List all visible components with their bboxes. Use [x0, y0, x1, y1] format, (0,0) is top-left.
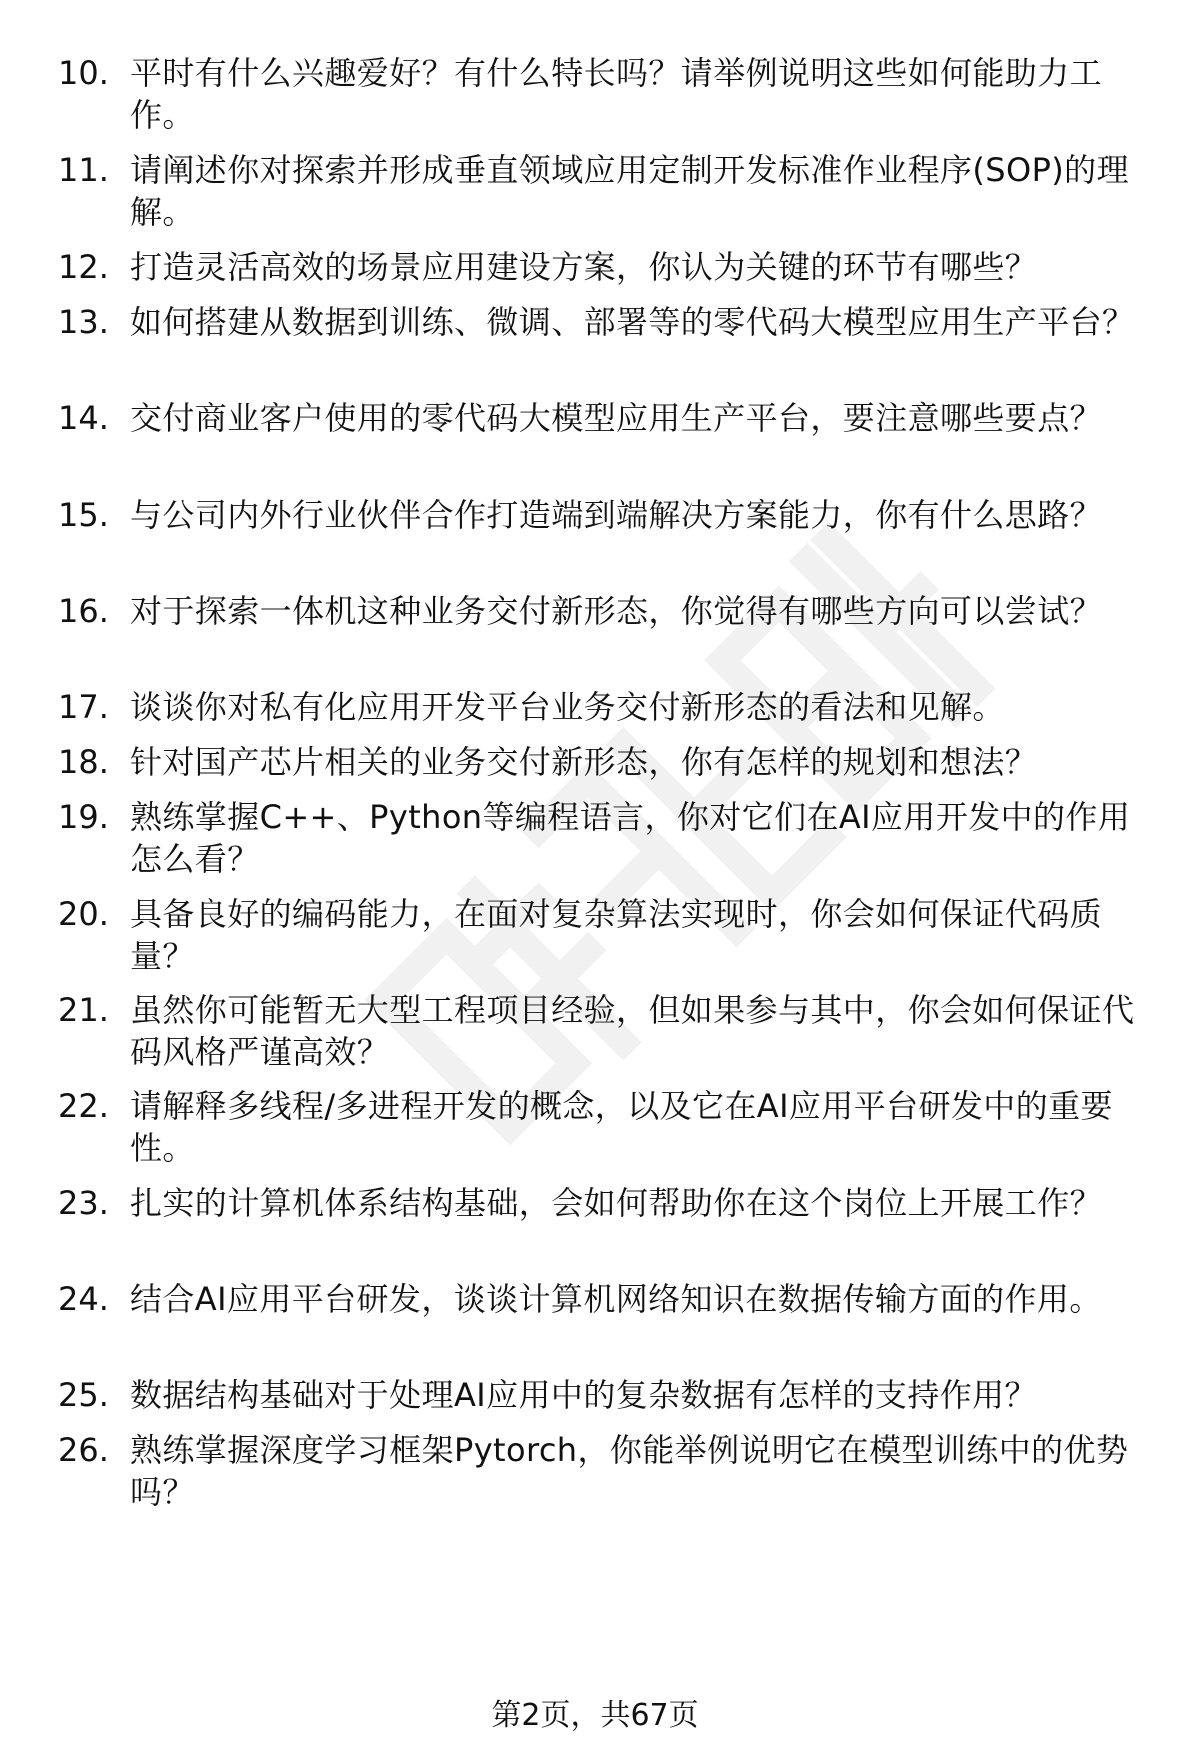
question-number: 21. [58, 991, 109, 1029]
question-number: 25. [58, 1376, 109, 1414]
question-number: 26. [58, 1431, 109, 1469]
question-text: 数据结构基础对于处理AI应用中的复杂数据有怎样的支持作用？ [130, 1376, 1037, 1414]
question-number: 10. [58, 54, 109, 92]
question-text: 针对国产芯片相关的业务交付新形态，你有怎样的规划和想法？ [130, 743, 1038, 781]
question-text: 请阐述你对探索并形成垂直领域应用定制开发标准作业程序(SOP)的理解。 [130, 151, 1129, 231]
question-text: 与公司内外行业伙伴合作打造端到端解决方案能力，你有什么思路？ [130, 496, 1103, 534]
question-text: 虽然你可能暂无大型工程项目经验，但如果参与其中，你会如何保证代码风格严谨高效？ [130, 991, 1135, 1071]
question-text: 熟练掌握深度学习框架Pytorch，你能举例说明它在模型训练中的优势吗？ [130, 1431, 1129, 1511]
question-number: 12. [58, 248, 109, 286]
question-text: 结合AI应用平台研发，谈谈计算机网络知识在数据传输方面的作用。 [130, 1280, 1102, 1318]
question-text: 请解释多线程/多进程开发的概念，以及它在AI应用平台研发中的重要性。 [130, 1087, 1113, 1167]
question-number: 23. [58, 1184, 109, 1222]
question-number: 13. [58, 303, 109, 341]
question-text: 打造灵活高效的场景应用建设方案，你认为关键的环节有哪些？ [130, 248, 1038, 286]
question-number: 14. [58, 399, 109, 437]
question-number: 20. [58, 895, 109, 933]
question-number: 11. [58, 151, 109, 189]
question-number: 17. [58, 688, 109, 726]
question-number: 15. [58, 496, 109, 534]
question-number: 24. [58, 1280, 109, 1318]
question-number: 16. [58, 592, 109, 630]
question-text: 平时有什么兴趣爱好？有什么特长吗？请举例说明这些如何能助力工作。 [130, 54, 1103, 134]
question-text: 谈谈你对私有化应用开发平台业务交付新形态的看法和见解。 [130, 688, 1005, 726]
question-number: 19. [58, 798, 109, 836]
question-text: 扎实的计算机体系结构基础，会如何帮助你在这个岗位上开展工作？ [130, 1184, 1103, 1222]
question-text: 对于探索一体机这种业务交付新形态，你觉得有哪些方向可以尝试？ [130, 592, 1103, 630]
question-text: 交付商业客户使用的零代码大模型应用生产平台，要注意哪些要点？ [130, 399, 1103, 437]
question-text: 熟练掌握C++、Python等编程语言，你对它们在AI应用开发中的作用怎么看？ [130, 798, 1131, 878]
page-footer: 第2页，共67页 [491, 1698, 699, 1733]
question-text: 如何搭建从数据到训练、微调、部署等的零代码大模型应用生产平台？ [130, 303, 1135, 341]
question-number: 22. [58, 1087, 109, 1125]
question-text: 具备良好的编码能力，在面对复杂算法实现时，你会如何保证代码质量？ [130, 895, 1103, 975]
question-number: 18. [58, 743, 109, 781]
